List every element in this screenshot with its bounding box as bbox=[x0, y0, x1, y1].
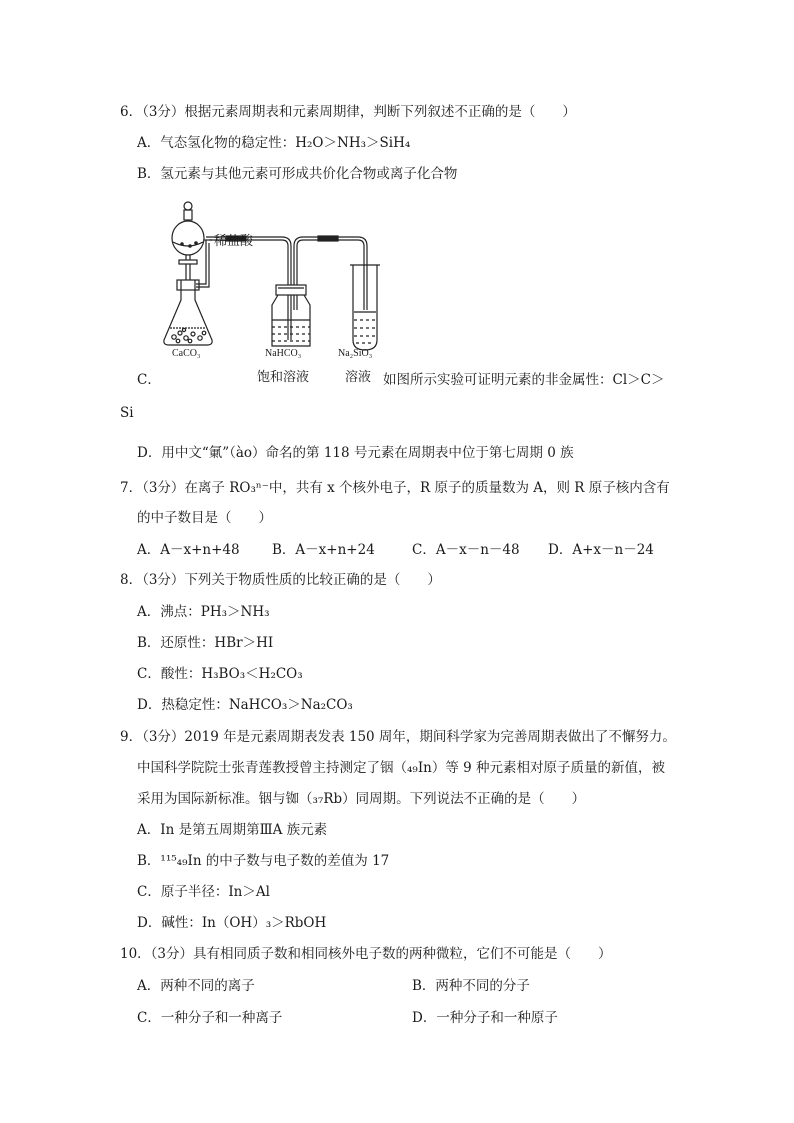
q7-option-d: D．A+x－n－24 bbox=[548, 542, 654, 558]
q8-option-d: D．热稳定性：NaHCO₃＞Na₂CO₃ bbox=[137, 697, 353, 713]
q10-option-b: B．两种不同的分子 bbox=[412, 978, 530, 994]
q8-option-c: C．酸性：H₃BO₃＜H₂CO₃ bbox=[137, 666, 303, 682]
q9-option-b: B．¹¹⁵₄₉In 的中子数与电子数的差值为 17 bbox=[137, 853, 390, 869]
q7-stem-line1: 7．（3分）在离子 RO₃ⁿ⁻中，共有 x 个核外电子，R 原子的质量数为 A，则 R 原子核内含有 bbox=[120, 480, 670, 496]
experiment-apparatus-figure bbox=[160, 200, 400, 390]
q9-stem-line1: 9．（3分）2019 年是元素周期表发表 150 周年，期间科学家为完善周期表做出了不懈努力。 bbox=[120, 729, 676, 745]
q10-option-d: D．一种分子和一种原子 bbox=[412, 1010, 558, 1026]
q6-option-c-continuation: Si bbox=[120, 405, 134, 421]
q6-stem: 6．（3分）根据元素周期表和元素周期律，判断下列叙述不正确的是（ ） bbox=[120, 104, 576, 120]
q9-option-d: D．碱性：In（OH）₃＞RbOH bbox=[137, 915, 327, 931]
q8-stem: 8．（3分）下列关于物质性质的比较正确的是（ ） bbox=[120, 572, 441, 588]
q10-option-c: C．一种分子和一种离子 bbox=[137, 1010, 283, 1026]
acid-label: 稀盐酸 bbox=[214, 234, 254, 249]
q9-stem-line2: 中国科学院院士张青莲教授曾主持测定了铟（₄₉In）等 9 种元素相对原子质量的新值，被 bbox=[137, 760, 666, 776]
q6-option-c-text: 如图所示实验可证明元素的非金属性：Cl＞C＞ bbox=[383, 372, 665, 388]
conical-flask-icon bbox=[164, 240, 212, 345]
q9-option-c: C．原子半径：In＞Al bbox=[137, 884, 270, 900]
tube-sublabel: 溶液 bbox=[345, 370, 372, 385]
bottle-label: NaHCO₃ bbox=[265, 348, 302, 359]
q9-option-a: A．In 是第五周期第ⅢA 族元素 bbox=[137, 822, 328, 838]
q6-option-c-prefix: C． bbox=[137, 372, 161, 388]
q6-option-a: A．气态氢化物的稳定性：H₂O＞NH₃＞SiH₄ bbox=[137, 135, 411, 151]
tube-label: Na₂SiO₃ bbox=[338, 348, 373, 359]
q7-option-a: A．A－x+n+48 bbox=[137, 542, 240, 558]
wash-bottle-icon bbox=[272, 285, 310, 346]
bottle-sublabel: 饱和溶液 bbox=[257, 370, 310, 385]
test-tube-icon bbox=[350, 265, 380, 350]
q6-option-d: D．用中文“氭”（ào）命名的第 118 号元素在周期表中位于第七周期 0 族 bbox=[137, 445, 574, 461]
q9-stem-line3: 采用为国际新标准。铟与铷（₃₇Rb）同周期。下列说法不正确的是（ ） bbox=[137, 791, 586, 807]
q7-stem-line2: 的中子数目是（ ） bbox=[137, 510, 272, 526]
q10-option-a: A．两种不同的离子 bbox=[137, 978, 255, 994]
q7-option-c: C．A－x－n－48 bbox=[412, 542, 520, 558]
flask-label: CaCO₃ bbox=[172, 348, 201, 359]
q6-option-b: B．氢元素与其他元素可形成共价化合物或离子化合物 bbox=[137, 166, 458, 182]
q8-option-b: B．还原性：HBr＞HI bbox=[137, 635, 274, 651]
q7-option-b: B．A－x+n+24 bbox=[272, 542, 375, 558]
q10-stem: 10．（3分）具有相同质子数和相同核外电子数的两种微粒，它们不可能是（ ） bbox=[120, 946, 612, 962]
q8-option-a: A．沸点：PH₃＞NH₃ bbox=[137, 604, 270, 620]
